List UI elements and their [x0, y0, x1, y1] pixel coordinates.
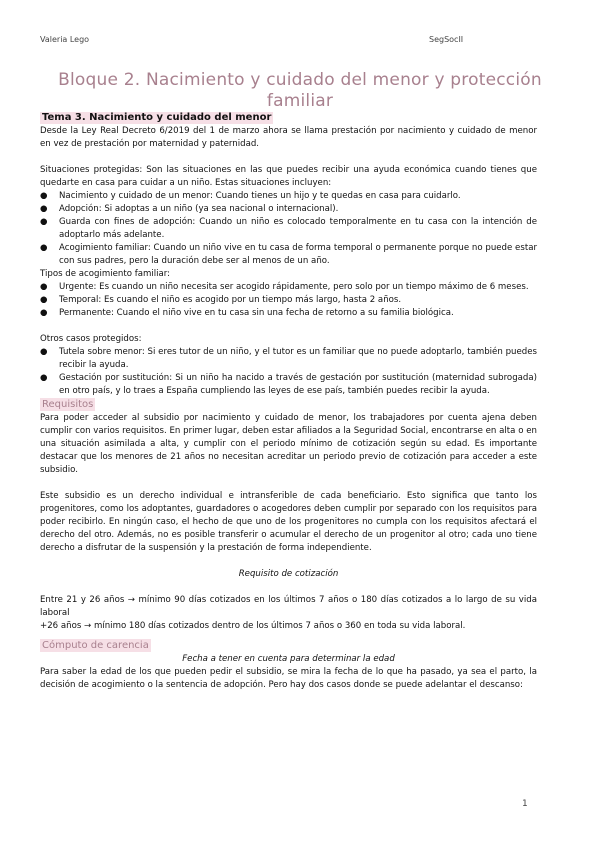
page-title: Bloque 2. Nacimiento y cuidado del menor y protección familiar: [58, 70, 542, 111]
list-item: ● Permanente: Cuando el niño vive en tu casa sin una fecha de retorno a su familia biológica.: [40, 308, 454, 318]
bullet-icon: ●: [40, 282, 48, 292]
bullet-icon: ●: [40, 204, 48, 214]
carencia-heading-row: [40, 639, 537, 653]
list-item: ● Acogimiento familiar: Cuando un niño vive en tu casa de forma temporal o permanente porque no puede estar con sus padres, pero la duración debe ser al menos de un año.: [40, 243, 537, 266]
other-list: [40, 346, 537, 398]
bullet-icon: ●: [40, 217, 48, 227]
header-author: Valeria Lego: [40, 35, 90, 44]
intro-paragraph: Desde la Ley Real Decreto 6/2019 del 1 de marzo ahora se llama prestación por nacimiento y cuidado de menor en vez de prestación por maternidad y paternidad.: [40, 126, 537, 149]
list-item: ● Temporal: Es cuando el niño es acogido por un tiempo más largo, hasta 2 años.: [40, 295, 402, 305]
carencia-paragraph: Para saber la edad de los que pueden pedir el subsidio, se mira la fecha de lo que ha pasado, ya sea el parto, la decisión de acogimiento o la sentencia de adopción. Pero hay dos casos donde se puede adelantar el descanso:: [40, 667, 537, 690]
requisitos-paragraph-2: Este subsidio es un derecho individual e intransferible de cada beneficiario. Esto significa que tanto los progenitores, como los adoptantes, guardadores o acogedores deben cumplir por separado con los requisitos para poder recibirlo. En ningún caso, el hecho de que uno de los progenitores no cumpla con los requisitos afectará el derecho del otro. Además, no es posible transferir o acumular el derecho de un progenitor al otro; cada uno tiene derecho a disfrutar de la suspensión y la prestación de forma independiente.: [40, 491, 537, 553]
other-intro: Otros casos protegidos:: [40, 334, 142, 344]
requisitos-heading-row: [40, 398, 537, 412]
bullet-icon: ●: [40, 373, 48, 383]
carencia-heading: Cómputo de carencia: [42, 640, 149, 651]
header-course: SegSocII: [429, 35, 464, 44]
requisitos-paragraph-1: Para poder acceder al subsidio por nacimiento y cuidado de menor, los trabajadores por cuenta ajena deben cumplir con varios requisitos. En primer lugar, deben estar afiliados a la Seguridad Social, encontrarse en alta o en una situación asimilada a alta, y cumplir con el periodo mínimo de cotización según su edad. Es importante destacar que los menores de 21 años no necesitan acreditar un periodo previo de cotización para acceder a este subsidio.: [40, 413, 537, 475]
list-item: ● Gestación por sustitución: Si un niño ha nacido a través de gestación por sustitución (maternidad subrogada) en otro país, y lo traes a España cumpliendo las leyes de ese país, también puedes recibir la ayuda.: [40, 373, 537, 396]
bullet-icon: ●: [40, 347, 48, 357]
page-number: 1: [522, 799, 528, 809]
foster-list: [40, 281, 537, 320]
situations-intro: Situaciones protegidas: Son las situaciones en las que puedes recibir una ayuda económica cuando tienes que quedarte en casa para cuidar a un niño. Estas situaciones incluyen:: [40, 165, 537, 188]
tema3-heading: Tema 3. Nacimiento y cuidado del menor: [42, 112, 272, 123]
section-heading-tema3: [40, 112, 537, 125]
list-item: ● Adopción: Si adoptas a un niño (ya sea nacional o internacional).: [40, 204, 339, 214]
cotizacion-line-2: +26 años → mínimo 180 días cotizados dentro de los últimos 7 años o 360 en toda su vida laboral.: [40, 621, 466, 631]
foster-intro: Tipos de acogimiento familiar:: [40, 269, 171, 279]
bullet-icon: ●: [40, 191, 48, 201]
cotizacion-line-1: Entre 21 y 26 años → mínimo 90 días cotizados en los últimos 7 años o 180 días cotizados a lo largo de su vida laboral: [40, 595, 537, 618]
bullet-icon: ●: [40, 243, 48, 253]
list-item: ● Tutela sobre menor: Si eres tutor de un niño, y el tutor es un familiar que no puede adoptarlo, también puedes recibir la ayuda.: [40, 347, 537, 370]
list-item: ● Urgente: Es cuando un niño necesita ser acogido rápidamente, pero solo por un tiempo máximo de 6 meses.: [40, 282, 529, 292]
list-item: ● Nacimiento y cuidado de un menor: Cuando tienes un hijo y te quedas en casa para cuidarlo.: [40, 191, 461, 201]
carencia-subtitle: Fecha a tener en cuenta para determinar la edad: [182, 654, 395, 664]
document-body: [40, 112, 537, 692]
bullet-icon: ●: [40, 308, 48, 318]
list-item: ● Guarda con fines de adopción: Cuando un niño es colocado temporalmente en tu casa con la intención de adoptarlo más adelante.: [40, 217, 537, 240]
cotizacion-title: Requisito de cotización: [238, 569, 339, 579]
requisitos-heading: Requisitos: [42, 399, 94, 410]
situations-list: [40, 190, 537, 268]
bullet-icon: ●: [40, 295, 48, 305]
